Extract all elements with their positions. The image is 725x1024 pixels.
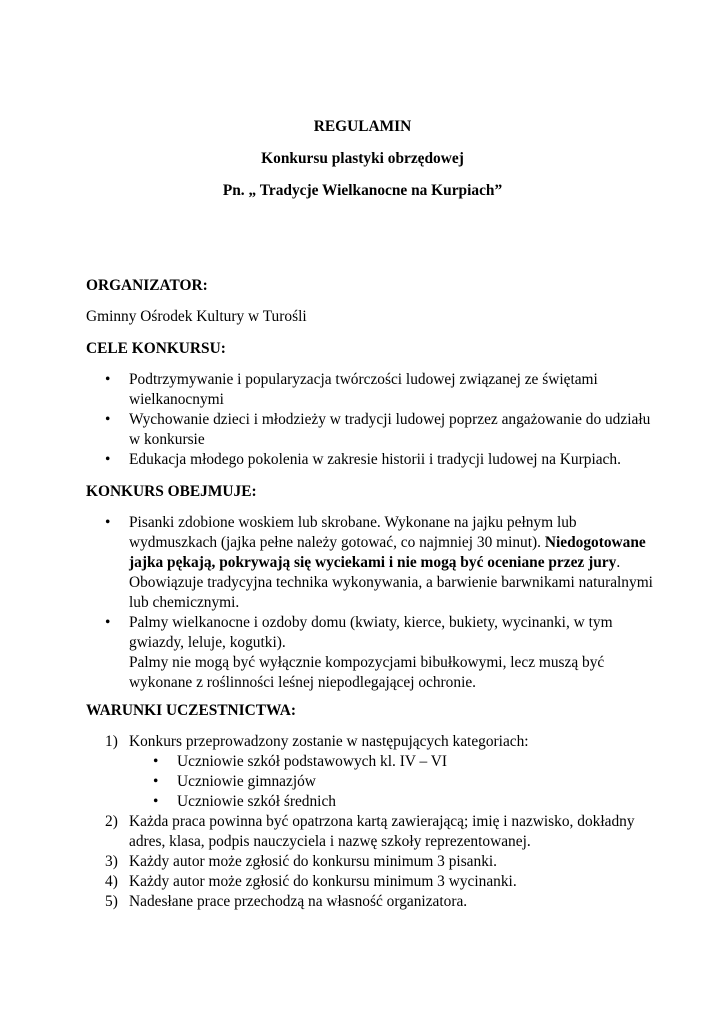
bullet-icon: •: [105, 411, 111, 428]
goals-heading: CELE KONKURSU:: [86, 340, 226, 357]
organizer-text: Gminny Ośrodek Kultury w Turośli: [86, 308, 307, 325]
list-item: • Wychowanie dzieci i młodzieży w tradycji ludowej poprzez angażowanie do udziału w konkursie: [105, 411, 651, 448]
goals-list: [105, 370, 665, 470]
item-number: 5): [105, 893, 118, 910]
categories-list: [129, 752, 665, 812]
conditions-list: [105, 732, 665, 912]
list-item: 4) Każdy autor może zgłosić do konkursu minimum 3 wycinanki.: [105, 873, 517, 890]
bullet-icon: •: [105, 514, 111, 531]
conditions-heading: WARUNKI UCZESTNICTWA:: [86, 702, 296, 719]
list-item: • Uczniowie szkół średnich: [153, 793, 336, 810]
list-item: • Uczniowie szkół podstawowych kl. IV – VI: [153, 753, 448, 770]
bullet-icon: •: [105, 614, 111, 631]
list-item: 2) Każda praca powinna być opatrzona kartą zawierającą; imię i nazwisko, dokładny adres, klasa, podpis nauczyciela i nazwę szkoły reprezentowanej.: [105, 813, 635, 850]
contest-name: Pn. „ Tradycje Wielkanocne na Kurpiach”: [222, 182, 503, 199]
item-number: 4): [105, 873, 118, 890]
list-item: • Palmy wielkanocne i ozdoby domu (kwiaty, kierce, bukiety, wycinanki, w tym gwiazdy, leluje, kogutki). Palmy nie mogą być wyłącznie kompozycjami bibułkowymi, lecz muszą być wykonane z roślinności leśnej niepodlegającej ochronie.: [105, 614, 613, 691]
list-item: 5) Nadesłane prace przechodzą na własność organizatora.: [105, 893, 468, 910]
list-item: • Podtrzymywanie i popularyzacja twórczości ludowej związanej ze świętami wielkanocnymi: [105, 371, 598, 408]
item-number: 2): [105, 813, 118, 830]
warning-text: Niedogotowane jajka pękają, pokrywają się wyciekami i nie mogą być oceniane przez jury: [129, 534, 646, 571]
document-subtitle: Konkursu plastyki obrzędowej: [261, 150, 464, 167]
bullet-icon: •: [153, 773, 159, 790]
list-item: • Uczniowie gimnazjów: [153, 773, 316, 790]
document-title: REGULAMIN: [313, 118, 412, 135]
bullet-icon: •: [105, 451, 111, 468]
organizer-heading: ORGANIZATOR:: [86, 277, 208, 294]
scope-heading: KONKURS OBEJMUJE:: [86, 483, 257, 500]
item-number: 3): [105, 853, 118, 870]
bullet-icon: •: [105, 371, 111, 388]
list-item: 1) Konkurs przeprowadzony zostanie w następujących kategoriach: • Uczniowie szkół podstawowych kl. IV – VI • Uczniowie gimnazjów • Uczniowie szkół średnich: [105, 732, 665, 812]
scope-list: [105, 513, 665, 693]
list-item: • Edukacja młodego pokolenia w zakresie historii i tradycji ludowej na Kurpiach.: [105, 451, 621, 468]
bullet-icon: •: [153, 793, 159, 810]
list-item: • Pisanki zdobione woskiem lub skrobane. Wykonane na jajku pełnym lub wydmuszkach (jajka pełne należy gotować, co najmniej 30 minut). Niedogotowane jajka pękają, pokrywają się wyciekami i nie mogą być oceniane przez jury. Obowiązuje tradycyjna technika wykonywania, a barwienie barwnikami naturalnymi lub chemicznymi.: [105, 514, 653, 611]
bullet-icon: •: [153, 753, 159, 770]
list-item: 3) Każdy autor może zgłosić do konkursu minimum 3 pisanki.: [105, 853, 498, 870]
item-number: 1): [105, 733, 118, 750]
